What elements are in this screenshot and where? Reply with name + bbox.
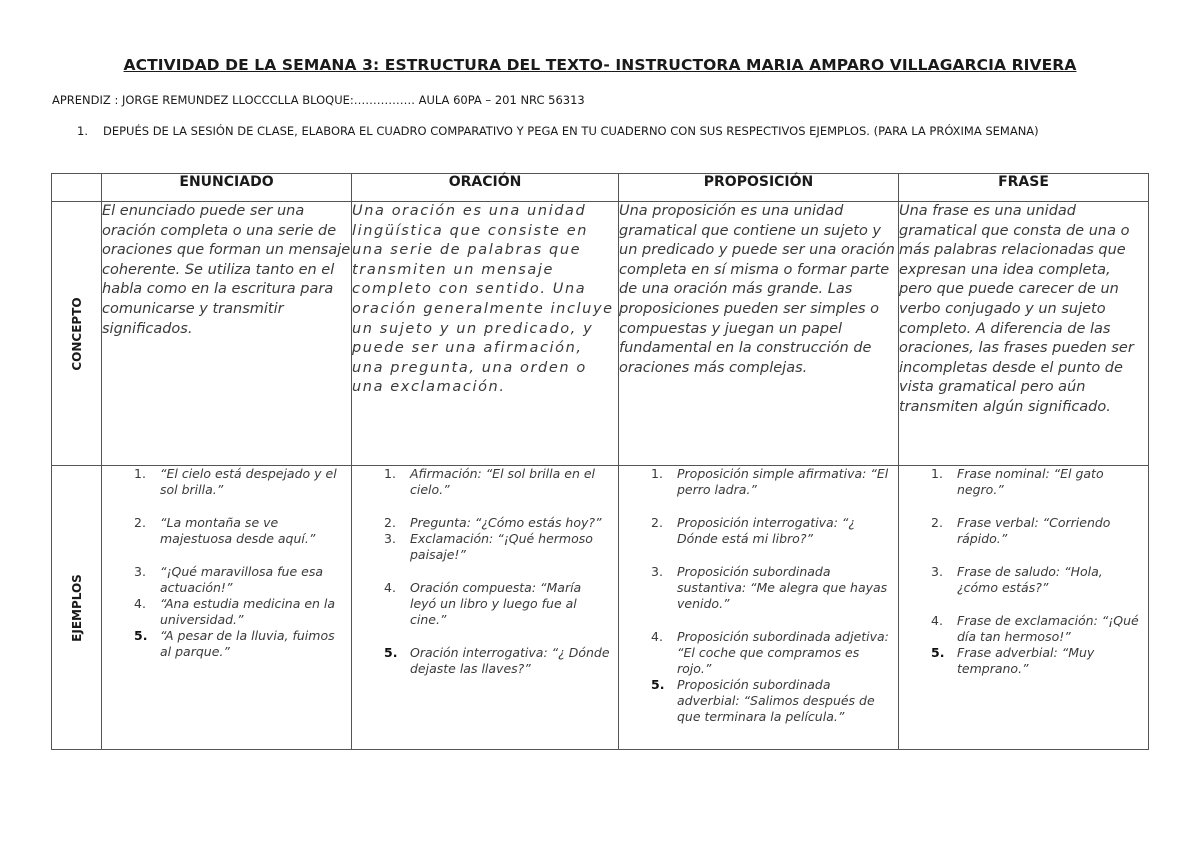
list-number: 1. <box>134 466 146 481</box>
column-header-enunciado: ENUNCIADO <box>102 174 352 202</box>
row-label-concepto: CONCEPTO <box>69 296 84 371</box>
list-number: 4. <box>931 613 943 628</box>
list-text: “A pesar de la lluvia, fuimos al parque.” <box>160 628 335 659</box>
row-label-cell <box>52 202 102 466</box>
concept-oracion: Una oración es una unidad lingüística que consiste en una serie de palabras que transmiten un mensaje completo con sentido. Una oración generalmente incluye un sujeto y un predicado, y puede ser una afirmación, una pregunta, una orden o una exclamación. <box>352 202 619 466</box>
list-item <box>899 564 1148 596</box>
list-item <box>352 580 618 628</box>
instruction-number: 1. <box>77 124 88 138</box>
list-item <box>352 515 618 531</box>
header-row <box>52 174 1149 202</box>
list-number: 3. <box>931 564 943 579</box>
list-text: Frase verbal: “Corriendo rápido.” <box>957 515 1111 546</box>
list-text: Proposición subordinada sustantiva: “Me alegra que hayas venido.” <box>677 564 888 611</box>
list-number: 1. <box>384 466 396 481</box>
list-item <box>102 564 351 596</box>
list-item <box>619 677 898 725</box>
concept-frase: Una frase es una unidad gramatical que consta de una o más palabras relacionadas que expresan una idea completa, pero que puede carecer de un verbo conjugado y un sujeto completo. A diferencia de las oraciones, las frases pueden ser incompletas desde el punto de vista gramatical pero aún transmiten algún significado. <box>899 202 1149 466</box>
list-number: 5. <box>384 645 398 660</box>
list-text: Pregunta: “¿Cómo estás hoy?” <box>410 515 602 530</box>
list-text: “Ana estudia medicina en la universidad.” <box>160 596 336 627</box>
document-title: ACTIVIDAD DE LA SEMANA 3: ESTRUCTURA DEL TEXTO- INSTRUCTORA MARIA AMPARO VILLAGARCIA RIVERA <box>123 56 1077 74</box>
example-list <box>352 466 618 677</box>
list-item <box>899 466 1148 498</box>
list-item <box>619 515 898 547</box>
list-number: 3. <box>134 564 146 579</box>
list-item <box>352 531 618 563</box>
list-text: “¡Qué maravillosa fue esa actuación!” <box>160 564 324 595</box>
list-number: 4. <box>134 596 146 611</box>
list-number: 4. <box>384 580 396 595</box>
comparison-table <box>51 173 1149 750</box>
list-item <box>619 564 898 612</box>
list-number: 2. <box>384 515 396 530</box>
list-item <box>102 596 351 628</box>
examples-oracion <box>352 466 619 750</box>
list-text: Frase de exclamación: “¡Qué día tan hermoso!” <box>957 613 1139 644</box>
list-item <box>102 515 351 547</box>
list-text: Oración compuesta: “María leyó un libro y luego fue al cine.” <box>410 580 582 627</box>
list-text: Frase nominal: “El gato negro.” <box>957 466 1104 497</box>
concept-proposicion: Una proposición es una unidad gramatical que contiene un sujeto y un predicado y puede ser una oración completa en sí misma o formar parte de una oración más grande. Las proposiciones pueden ser simples o compuestas y juegan un papel fundamental en la construcción de oraciones más complejas. <box>619 202 899 466</box>
list-number: 5. <box>651 677 665 692</box>
list-number: 2. <box>651 515 663 530</box>
list-text: Frase adverbial: “Muy temprano.” <box>957 645 1095 676</box>
list-item <box>899 613 1148 645</box>
examples-enunciado <box>102 466 352 750</box>
list-item <box>619 466 898 498</box>
list-number: 4. <box>651 629 663 644</box>
examples-proposicion <box>619 466 899 750</box>
examples-row <box>52 466 1149 750</box>
list-text: Frase de saludo: “Hola, ¿cómo estás?” <box>957 564 1103 595</box>
example-list <box>619 466 898 725</box>
column-header-proposicion: PROPOSICIÓN <box>619 174 899 202</box>
instruction-item <box>77 124 1039 138</box>
list-item <box>899 645 1148 677</box>
list-item <box>102 628 351 660</box>
examples-frase <box>899 466 1149 750</box>
list-text: Proposición subordinada adjetiva: “El coche que compramos es rojo.” <box>677 629 889 676</box>
column-header-oracion: ORACIÓN <box>352 174 619 202</box>
list-text: Proposición simple afirmativa: “El perro ladra.” <box>677 466 889 497</box>
example-list <box>102 466 351 660</box>
list-text: Proposición subordinada adverbial: “Salimos después de que terminara la película.” <box>677 677 875 724</box>
list-item <box>899 515 1148 547</box>
concept-row <box>52 202 1149 466</box>
list-item <box>352 645 618 677</box>
row-label-ejemplos: EJEMPLOS <box>69 573 84 642</box>
corner-cell <box>52 174 102 202</box>
list-item <box>102 466 351 498</box>
list-text: Afirmación: “El sol brilla en el cielo.” <box>410 466 596 497</box>
list-number: 1. <box>931 466 943 481</box>
list-number: 2. <box>931 515 943 530</box>
instruction-text: DEPUÉS DE LA SESIÓN DE CLASE, ELABORA EL CUADRO COMPARATIVO Y PEGA EN TU CUADERNO CON SUS RESPECTIVOS EJEMPLOS. (PARA LA PRÓXIMA SEMANA) <box>103 124 1039 138</box>
list-number: 1. <box>651 466 663 481</box>
example-list <box>899 466 1148 677</box>
list-text: Oración interrogativa: “¿ Dónde dejaste las llaves?” <box>410 645 610 676</box>
list-text: “El cielo está despejado y el sol brilla.” <box>160 466 337 497</box>
list-item <box>619 629 898 677</box>
list-number: 5. <box>134 628 148 643</box>
list-text: Proposición interrogativa: “¿ Dónde está mi libro?” <box>677 515 856 546</box>
concept-enunciado: El enunciado puede ser una oración completa o una serie de oraciones que forman un mensaje coherente. Se utiliza tanto en el habla como en la escritura para comunicarse y transmitir significados. <box>102 202 352 466</box>
list-number: 3. <box>384 531 396 546</box>
list-text: “La montaña se ve majestuosa desde aquí.” <box>160 515 316 546</box>
row-label-cell <box>52 466 102 750</box>
list-number: 5. <box>931 645 945 660</box>
list-number: 3. <box>651 564 663 579</box>
column-header-frase: FRASE <box>899 174 1149 202</box>
list-item <box>352 466 618 498</box>
student-info-line: APRENDIZ : JORGE REMUNDEZ LLOCCCLLA BLOQUE:……………. AULA 60PA – 201 NRC 56313 <box>52 93 585 107</box>
list-number: 2. <box>134 515 146 530</box>
list-text: Exclamación: “¡Qué hermoso paisaje!” <box>410 531 593 562</box>
